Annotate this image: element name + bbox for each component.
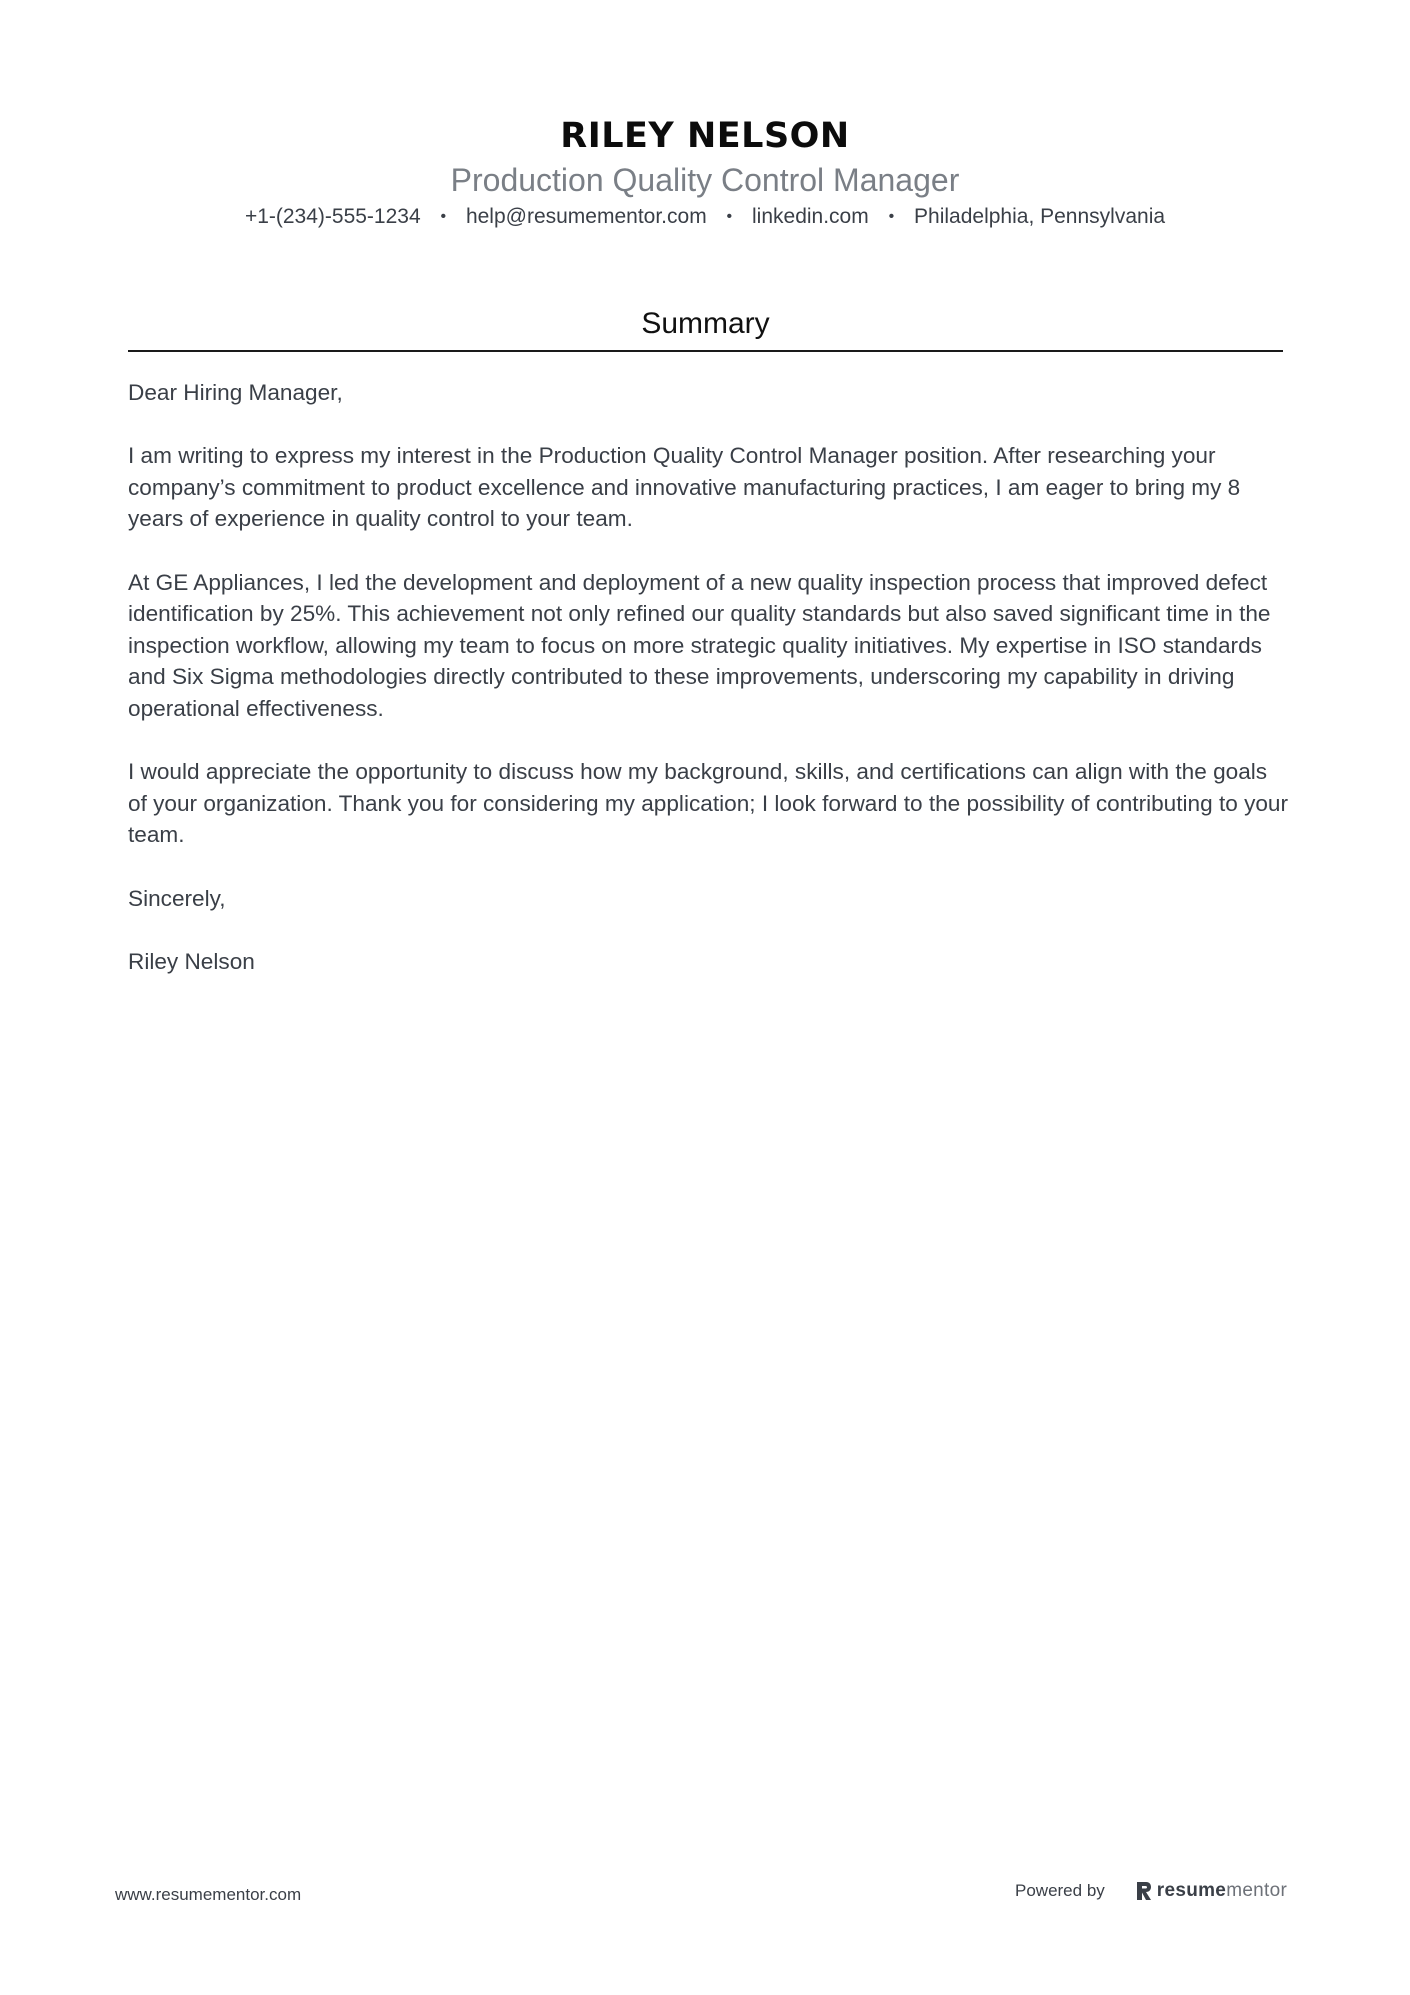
section-title-summary: Summary: [641, 307, 770, 340]
resumementor-logo[interactable]: [1135, 1880, 1287, 1902]
applicant-name: RILEY NELSON: [560, 116, 850, 156]
contact-separator: •: [440, 208, 447, 225]
footer-branding: [1015, 1880, 1287, 1902]
contact-line: [0, 202, 1410, 232]
section-divider: [128, 350, 1283, 352]
contact-separator: •: [888, 208, 895, 225]
contact-separator: •: [726, 208, 733, 225]
letter-paragraph: At GE Appliances, I led the development and deployment of a new quality inspection process that improved defect identification by 25%. This achievement not only refined our quality standards but also saved significant time in the inspection workflow, allowing my team to focus on more strategic quality initiatives. My expertise in ISO standards and Six Sigma methodologies directly contributed to these improvements, underscoring my capability in driving operational effectiveness.: [128, 569, 1271, 721]
letter-signature: Riley Nelson: [128, 948, 255, 974]
letter-paragraph: I am writing to express my interest in the Production Quality Control Manager position. After researching your company’s commitment to product excellence and innovative manufacturing practices, I am eager to bring my 8 years of experience in quality control to your team.: [128, 443, 1241, 532]
contact-linkedin[interactable]: linkedin.com: [752, 205, 869, 228]
contact-email[interactable]: help@resumementor.com: [465, 205, 707, 228]
letter-header: [0, 112, 1410, 232]
footer-website-link[interactable]: www.resumementor.com: [115, 1885, 302, 1904]
powered-by-label: Powered by: [1015, 1881, 1105, 1900]
letter-closing: Sincerely,: [128, 885, 226, 911]
job-title: Production Quality Control Manager: [450, 162, 960, 198]
contact-phone: +1-(234)-555-1234: [244, 205, 421, 228]
letter-paragraph: I would appreciate the opportunity to discuss how my background, skills, and certifications can align with the goals of your organization. Thank you for considering my application; I look forward to the possibility of contributing to your team.: [128, 759, 1289, 848]
resumementor-logo-icon: [1135, 1880, 1153, 1902]
brand-name-part1: resume: [1156, 1880, 1227, 1901]
letter-body: [128, 377, 1288, 1009]
brand-name-part2: mentor: [1226, 1880, 1288, 1901]
contact-location: Philadelphia, Pennsylvania: [914, 205, 1166, 228]
letter-greeting: Dear Hiring Manager,: [128, 380, 343, 405]
